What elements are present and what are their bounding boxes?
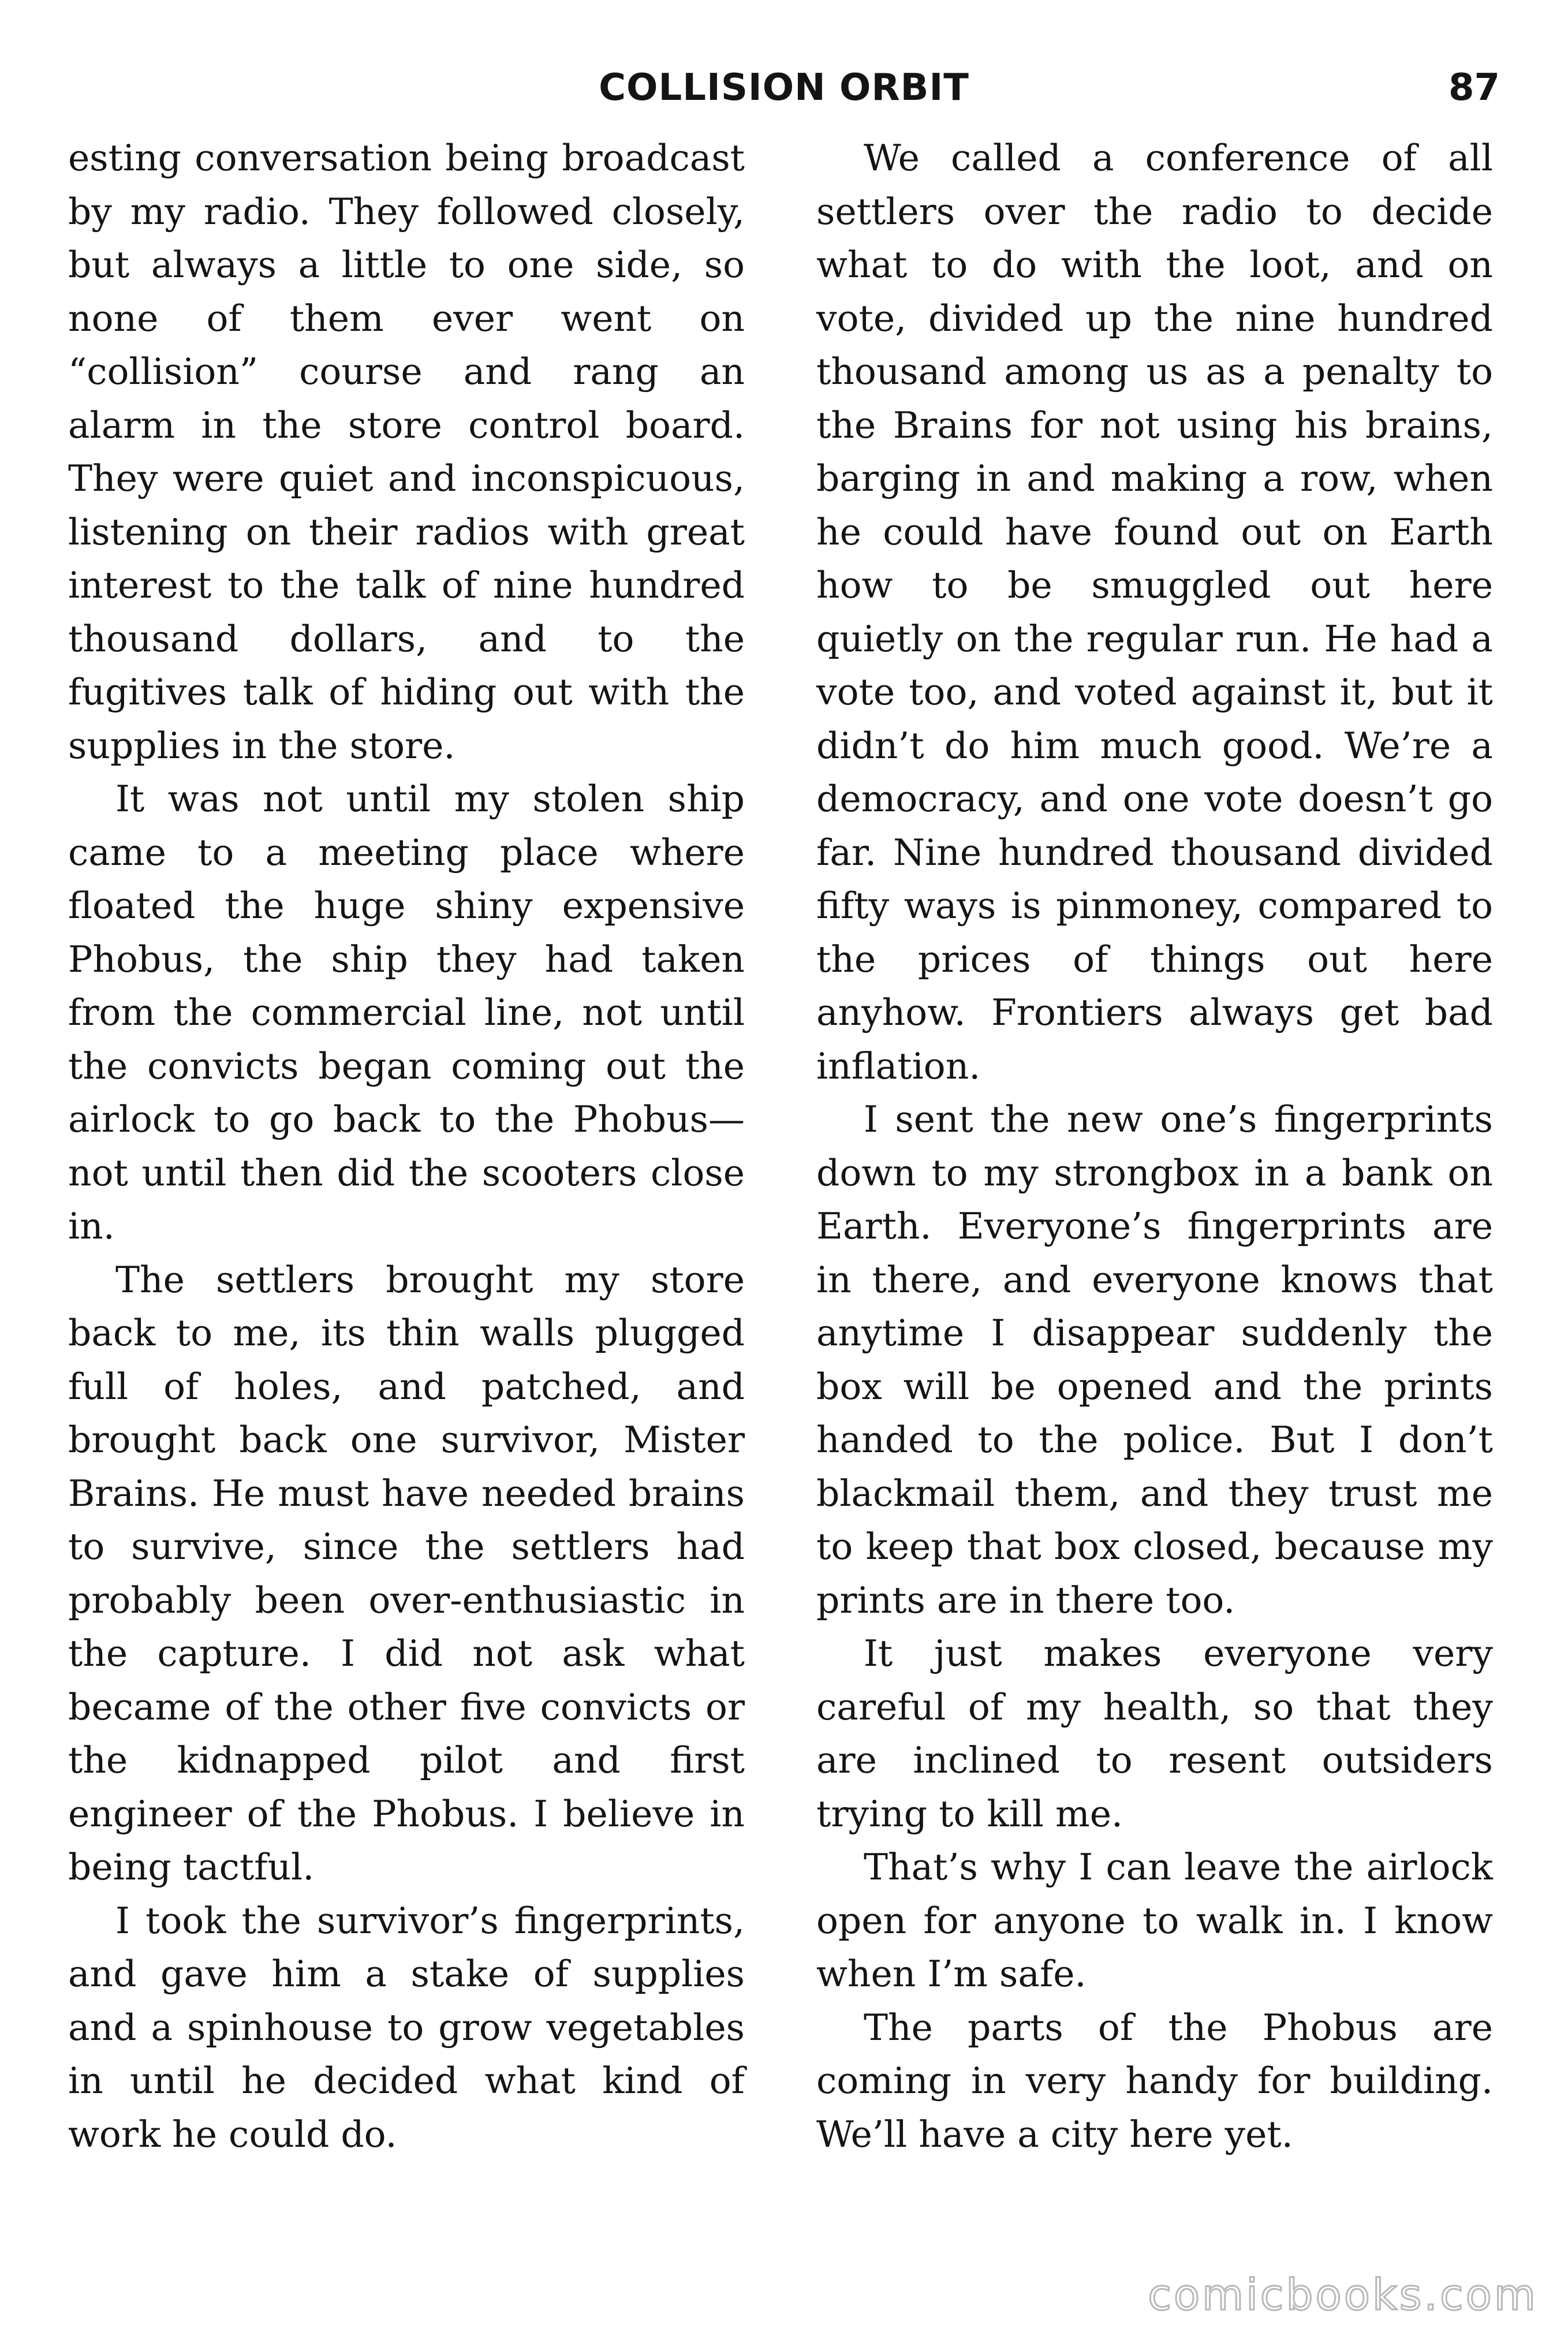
paragraph: It just makes everyone very careful of my health, so that they are inclined to resent outsiders trying to kill me. xyxy=(816,1632,1493,1835)
paragraph: I took the survivor’s fingerprints, and gave him a stake of supplies and a spinhouse to grow vegetables in until he decided what kind of work he could do. xyxy=(68,1899,745,2155)
paragraph: esting conversation being broadcast by my radio. They followed closely, but always a little to one side, so none of them ever went on “collision” course and rang an alarm in the store control board. They were quiet and inconspicuous, listening on their radios with great interest to the talk of nine hundred thousand dollars, and to the fugitives talk of hiding out with the supplies in the store. xyxy=(68,137,745,767)
paragraph: I sent the new one’s fingerprints down to my strongbox in a bank on Earth. Everyone’s fingerprints are in there, and everyone knows that anytime I disappear suddenly the box will be opened and the prints handed to the police. But I don’t blackmail them, and they trust me to keep that box closed, because my prints are in there too. xyxy=(816,1098,1493,1621)
paragraph: We called a conference of all settlers over the radio to decide what to do with the loot, and on vote, divided up the nine hundred thousand among us as a penalty to the Brains for not using his brains, barging in and making a row, when he could have found out on Earth how to be smuggled out here quietly on the regular run. He had a vote too, and voted against it, but it didn’t do him much good. We’re a democracy, and one vote doesn’t go far. Nine hundred thousand divided fifty ways is pinmoney, compared to the prices of things out here anyhow. Frontiers always get bad inflation. xyxy=(816,137,1493,1087)
paragraph: The settlers brought my store back to me, its thin walls plugged full of holes, and patched, and brought back one survivor, Mister Brains. He must have needed brains to survive, since the settlers had probably been over-enthusiastic in the capture. I did not ask what became of the other five convicts or the kidnapped pilot and first engineer of the Phobus. I believe in being tactful. xyxy=(68,1258,745,1888)
running-header xyxy=(0,65,1568,111)
right-column xyxy=(816,132,1493,2161)
paragraph: That’s why I can leave the airlock open for anyone to walk in. I know when I’m safe. xyxy=(816,1846,1493,1995)
watermark: comicbooks.com xyxy=(1148,2270,1538,2320)
paragraph: The parts of the Phobus are coming in very handy for building. We’ll have a city here yet. xyxy=(816,2006,1493,2155)
paragraph: It was not until my stolen ship came to a meeting place where floated the huge shiny expensive Phobus, the ship they had taken from the commercial line, not until the convicts began coming out the airlock to go back to the Phobus—not until then did the scooters close in. xyxy=(68,778,745,1247)
page-title: COLLISION ORBIT xyxy=(599,66,969,109)
left-column xyxy=(68,132,745,2161)
page-number: 87 xyxy=(1448,66,1500,109)
